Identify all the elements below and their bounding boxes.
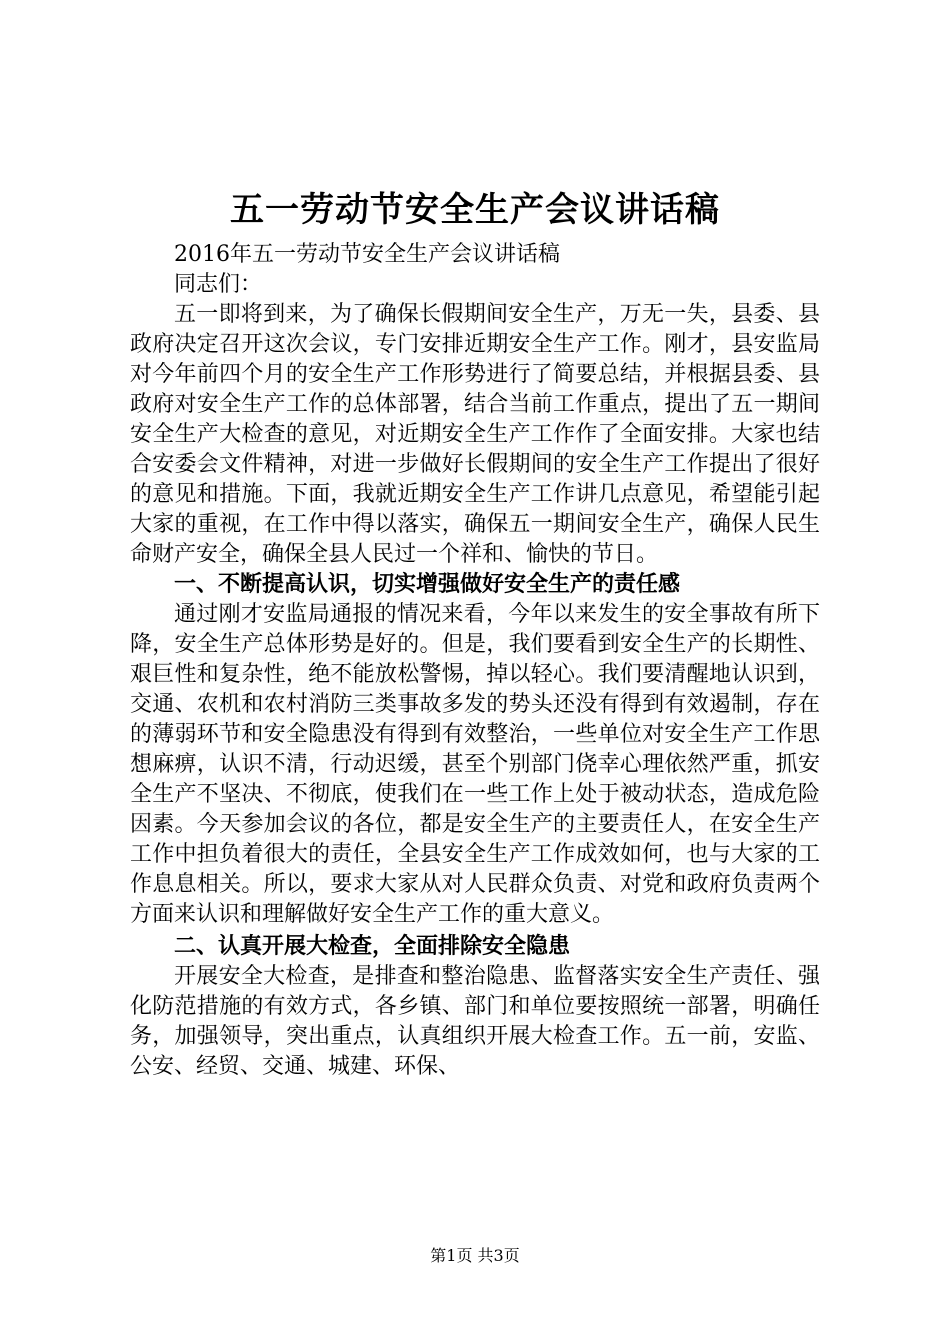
paragraph-intro: 五一即将到来，为了确保长假期间安全生产，万无一失，县委、县政府决定召开这次会议，专门安排近期安全生产工作。刚才，县安监局对今年前四个月的安全生产工作形势进行了简要总结，并根据县委、县政府对安全生产工作的总体部署，结合当前工作重点，提出了五一期间安全生产大检查的意见，对近期安全生产工作作了全面安排。大家也结合安委会文件精神，对进一步做好长假期间的安全生产工作提出了很好的意见和措施。下面，我就近期安全生产工作讲几点意见，希望能引起大家的重视，在工作中得以落实，确保五一期间安全生产，确保人民生命财产安全，确保全县人民过一个祥和、愉快的节日。 xyxy=(130,302,820,567)
document-title: 五一劳动节安全生产会议讲话稿 xyxy=(230,190,720,230)
salutation: 同志们： xyxy=(174,272,263,297)
page-number-footer: 第1页 共3页 xyxy=(430,1246,520,1265)
paragraph-section-2: 开展安全大检查，是排查和整治隐患、监督落实安全生产责任、强化防范措施的有效方式，各乡镇、部门和单位要按照统一部署，明确任务，加强领导，突出重点，认真组织开展大检查工作。五一前，安监、公安、经贸、交通、城建、环保、 xyxy=(130,964,820,1079)
paragraph-section-1: 通过刚才安监局通报的情况来看，今年以来发生的安全事故有所下降，安全生产总体形势是好的。但是，我们要看到安全生产的长期性、艰巨性和复杂性，绝不能放松警惕，掉以轻心。我们要清醒地认识到，交通、农机和农村消防三类事故多发的势头还没有得到有效遏制，存在的薄弱环节和安全隐患没有得到有效整治，一些单位对安全生产工作思想麻痹，认识不清，行动迟缓，甚至个别部门侥幸心理依然严重，抓安全生产不坚决、不彻底，使我们在一些工作上处于被动状态，造成危险因素。今天参加会议的各位，都是安全生产的主要责任人，在安全生产工作中担负着很大的责任，全县安全生产工作成效如何，也与大家的工作息息相关。所以，要求大家从对人民群众负责、对党和政府负责两个方面来认识和理解做好安全生产工作的重大意义。 xyxy=(130,602,820,927)
section-heading-2: 二、认真开展大检查，全面排除安全隐患 xyxy=(174,934,571,959)
section-heading-1: 一、不断提高认识，切实增强做好安全生产的责任感 xyxy=(174,572,681,597)
document-subtitle: 2016年五一劳动节安全生产会议讲话稿 xyxy=(174,242,560,267)
document-body xyxy=(130,240,820,1082)
